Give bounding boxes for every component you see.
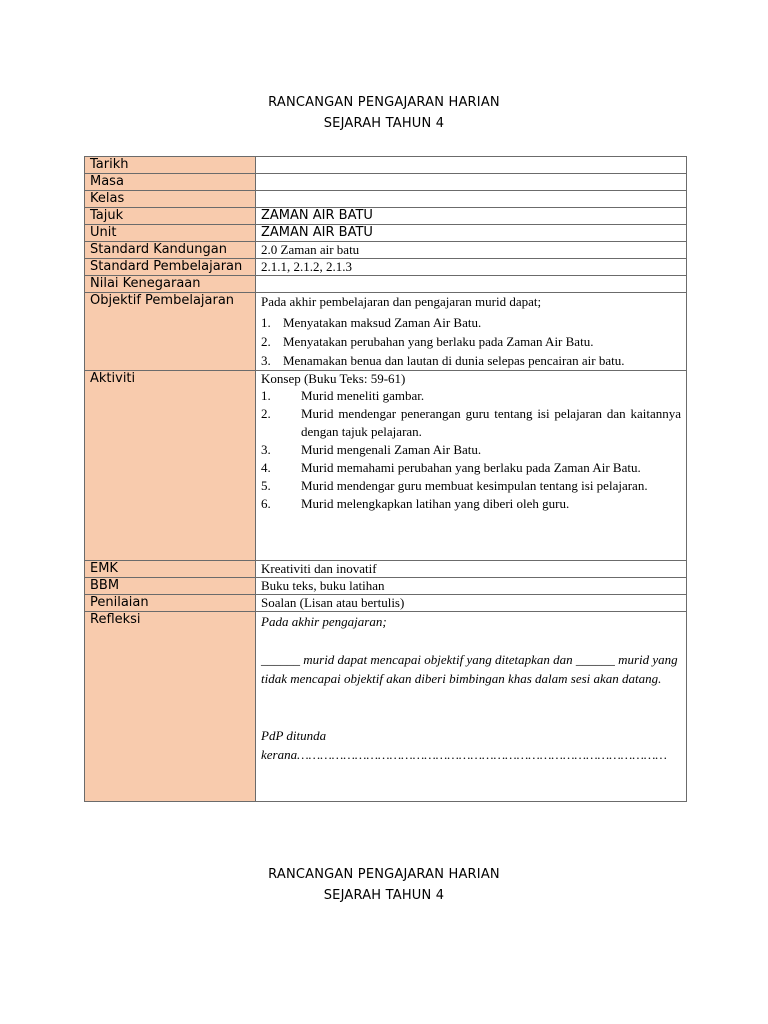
objektif-item-number: 2. bbox=[261, 334, 271, 349]
value-unit: ZAMAN AIR BATU bbox=[256, 225, 687, 242]
objektif-item bbox=[261, 351, 681, 370]
next-title-line-2: SEJARAH TAHUN 4 bbox=[323, 888, 445, 903]
aktiviti-item bbox=[261, 387, 681, 405]
aktiviti-item-number: 2. bbox=[261, 406, 271, 421]
value-tajuk: ZAMAN AIR BATU bbox=[256, 208, 687, 225]
label-aktiviti: Aktiviti bbox=[85, 371, 256, 561]
value-penilaian: Soalan (Lisan atau bertulis) bbox=[256, 595, 687, 612]
aktiviti-item-number: 3. bbox=[261, 442, 271, 457]
value-emk: Kreativiti dan inovatif bbox=[256, 561, 687, 578]
aktiviti-item-text: Murid melengkapkan latihan yang diberi oleh guru. bbox=[301, 496, 570, 511]
value-aktiviti bbox=[256, 371, 687, 561]
label-emk: EMK bbox=[85, 561, 256, 578]
row-penilaian bbox=[85, 595, 687, 612]
objektif-item bbox=[261, 332, 681, 351]
label-unit: Unit bbox=[85, 225, 256, 242]
row-standard-kandungan bbox=[85, 242, 687, 259]
row-masa bbox=[85, 174, 687, 191]
label-standard-kandungan: Standard Kandungan bbox=[85, 242, 256, 259]
row-nilai-kenegaraan bbox=[85, 276, 687, 293]
refleksi-line-3: PdP ditunda bbox=[261, 728, 327, 743]
label-refleksi: Refleksi bbox=[85, 612, 256, 802]
label-tajuk: Tajuk bbox=[85, 208, 256, 225]
row-refleksi bbox=[85, 612, 687, 802]
aktiviti-item-text: Murid memahami perubahan yang berlaku pada Zaman Air Batu. bbox=[301, 460, 641, 475]
refleksi-line-1: Pada akhir pengajaran; bbox=[261, 614, 387, 629]
value-standard-kandungan: 2.0 Zaman air batu bbox=[256, 242, 687, 259]
row-kelas bbox=[85, 191, 687, 208]
value-masa bbox=[256, 174, 687, 191]
objektif-item-text: Menamakan benua dan lautan di dunia selepas pencairan air batu. bbox=[283, 353, 625, 368]
row-bbm bbox=[85, 578, 687, 595]
label-masa: Masa bbox=[85, 174, 256, 191]
objektif-item-text: Menyatakan perubahan yang berlaku pada Zaman Air Batu. bbox=[283, 334, 594, 349]
next-title-line-1: RANCANGAN PENGAJARAN HARIAN bbox=[268, 867, 500, 882]
aktiviti-item-text: Murid mendengar guru membuat kesimpulan tentang isi pelajaran. bbox=[301, 478, 648, 493]
value-refleksi bbox=[256, 612, 687, 802]
value-tarikh bbox=[256, 157, 687, 174]
aktiviti-item bbox=[261, 405, 681, 441]
aktiviti-item-text: Murid mendengar penerangan guru tentang isi pelajaran dan kaitannya dengan tajuk pelajaran. bbox=[301, 406, 681, 439]
value-bbm: Buku teks, buku latihan bbox=[256, 578, 687, 595]
aktiviti-item-number: 1. bbox=[261, 388, 271, 403]
aktiviti-item-number: 6. bbox=[261, 496, 271, 511]
aktiviti-item-text: Murid meneliti gambar. bbox=[301, 388, 425, 403]
value-nilai-kenegaraan bbox=[256, 276, 687, 293]
objektif-item-number: 3. bbox=[261, 353, 271, 368]
aktiviti-item-number: 4. bbox=[261, 460, 271, 475]
lesson-plan-table bbox=[84, 156, 687, 802]
aktiviti-intro: Konsep (Buku Teks: 59-61) bbox=[261, 371, 406, 386]
label-tarikh: Tarikh bbox=[85, 157, 256, 174]
aktiviti-item-number: 5. bbox=[261, 478, 271, 493]
row-aktiviti bbox=[85, 371, 687, 561]
refleksi-line-2: ______ murid dapat mencapai objektif yang ditetapkan dan ______ murid yang tidak mencapai objektif akan diberi bimbingan khas dalam sesi akan datang. bbox=[261, 652, 678, 686]
next-page-title bbox=[0, 864, 768, 906]
objektif-item bbox=[261, 313, 681, 332]
label-objektif: Objektif Pembelajaran bbox=[85, 293, 256, 371]
row-emk bbox=[85, 561, 687, 578]
value-standard-pembelajaran: 2.1.1, 2.1.2, 2.1.3 bbox=[256, 259, 687, 276]
value-objektif bbox=[256, 293, 687, 371]
objektif-intro: Pada akhir pembelajaran dan pengajaran murid dapat; bbox=[261, 294, 542, 309]
title-line-1: RANCANGAN PENGAJARAN HARIAN bbox=[268, 95, 500, 110]
label-standard-pembelajaran: Standard Pembelajaran bbox=[85, 259, 256, 276]
label-penilaian: Penilaian bbox=[85, 595, 256, 612]
row-unit bbox=[85, 225, 687, 242]
aktiviti-item bbox=[261, 495, 681, 513]
aktiviti-item bbox=[261, 441, 681, 459]
aktiviti-item bbox=[261, 477, 681, 495]
label-bbm: BBM bbox=[85, 578, 256, 595]
objektif-item-number: 1. bbox=[261, 315, 271, 330]
row-objektif bbox=[85, 293, 687, 371]
title-line-2: SEJARAH TAHUN 4 bbox=[323, 116, 445, 131]
document-title bbox=[0, 92, 768, 134]
row-standard-pembelajaran bbox=[85, 259, 687, 276]
aktiviti-item-text: Murid mengenali Zaman Air Batu. bbox=[301, 442, 482, 457]
label-nilai-kenegaraan: Nilai Kenegaraan bbox=[85, 276, 256, 293]
aktiviti-item bbox=[261, 459, 681, 477]
objektif-item-text: Menyatakan maksud Zaman Air Batu. bbox=[283, 315, 482, 330]
value-kelas bbox=[256, 191, 687, 208]
row-tarikh bbox=[85, 157, 687, 174]
row-tajuk bbox=[85, 208, 687, 225]
refleksi-line-4: kerana…………………………………………………………………………………… bbox=[261, 747, 667, 762]
label-kelas: Kelas bbox=[85, 191, 256, 208]
